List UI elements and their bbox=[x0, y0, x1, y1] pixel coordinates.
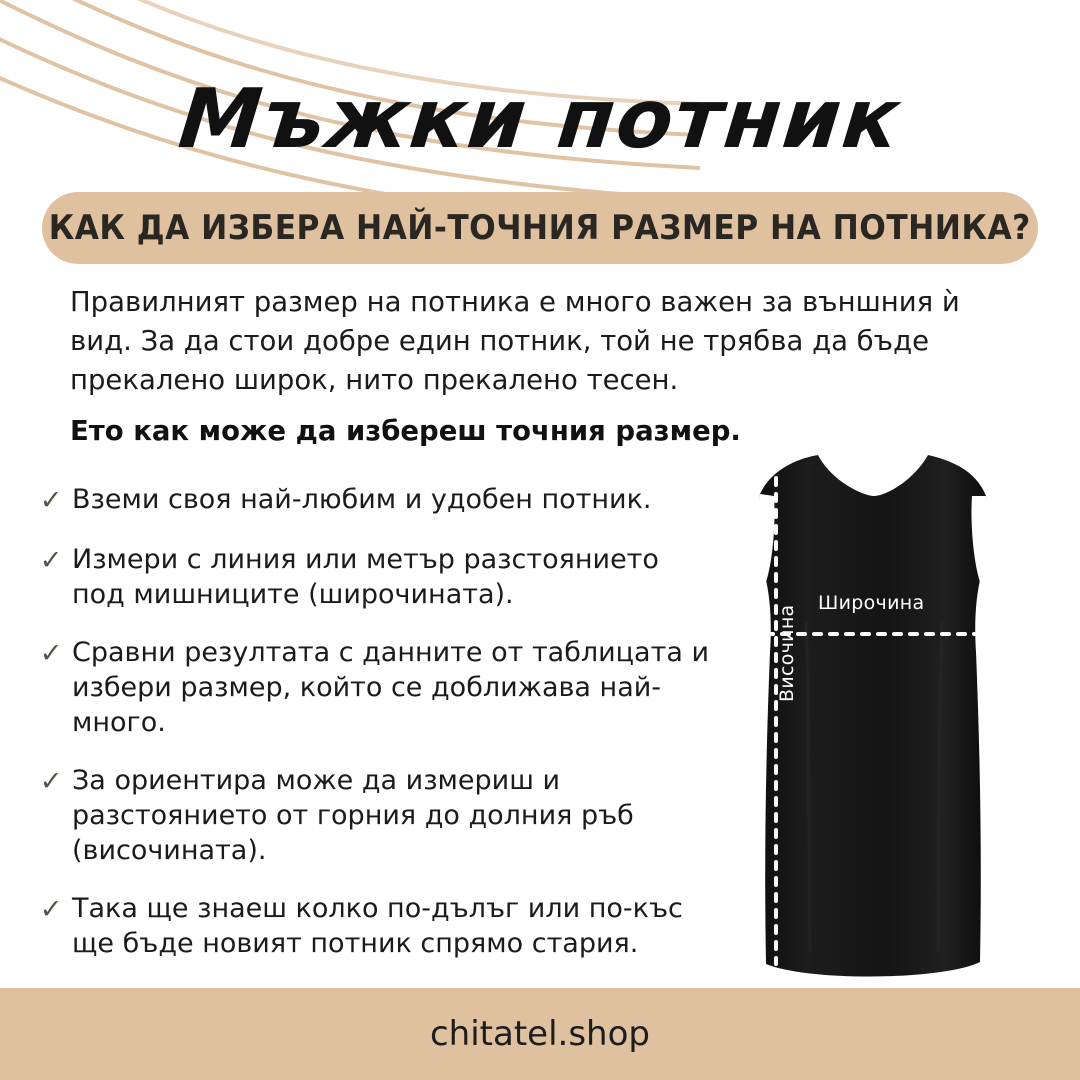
footer-bar bbox=[0, 988, 1080, 1080]
site-name: chitatel.shop bbox=[429, 1014, 650, 1054]
list-item-label: Измери с линия или метър разстоянието под мишниците (широчината). bbox=[72, 543, 659, 610]
checklist bbox=[34, 482, 714, 984]
list-item bbox=[34, 891, 714, 961]
check-icon: ✓ bbox=[39, 766, 63, 798]
intro-bold-line: Ето как може да избереш точния размер. bbox=[70, 415, 741, 447]
check-icon: ✓ bbox=[39, 637, 63, 669]
check-icon: ✓ bbox=[39, 544, 63, 576]
tank-top-illustration bbox=[714, 452, 1028, 992]
intro-paragraph: Правилният размер на потника е много важен за външния ѝ вид. За да стои добре един потник, той не трябва да бъде прекалено широк, нито прекалено тесен. bbox=[70, 286, 960, 397]
page-title: Мъжки потник bbox=[174, 72, 906, 167]
list-item bbox=[34, 635, 714, 740]
list-item-label: Така ще знаеш колко по-дълъг или по-къс ще бъде новият потник спрямо стария. bbox=[72, 893, 683, 960]
product-photo bbox=[714, 452, 1028, 992]
list-item bbox=[34, 482, 714, 519]
check-icon: ✓ bbox=[39, 894, 63, 926]
width-measure-label: Широчина bbox=[818, 592, 925, 614]
list-item bbox=[34, 763, 714, 868]
list-item-label: Сравни резултата с данните от таблицата и избери размер, който се доближава най-много. bbox=[72, 636, 710, 738]
check-icon: ✓ bbox=[39, 485, 63, 516]
list-item-label: За ориентира може да измериш и разстоянието от горния до долния ръб (височината). bbox=[72, 765, 634, 867]
subtitle-banner-text: КАК ДА ИЗБЕРА НАЙ-ТОЧНИЯ РАЗМЕР НА ПОТНИКА? bbox=[48, 208, 1032, 248]
subtitle-banner bbox=[42, 192, 1038, 264]
list-item-label: Вземи своя най-любим и удобен потник. bbox=[72, 484, 652, 515]
list-item bbox=[34, 542, 714, 612]
height-measure-label: Височина bbox=[776, 604, 798, 702]
